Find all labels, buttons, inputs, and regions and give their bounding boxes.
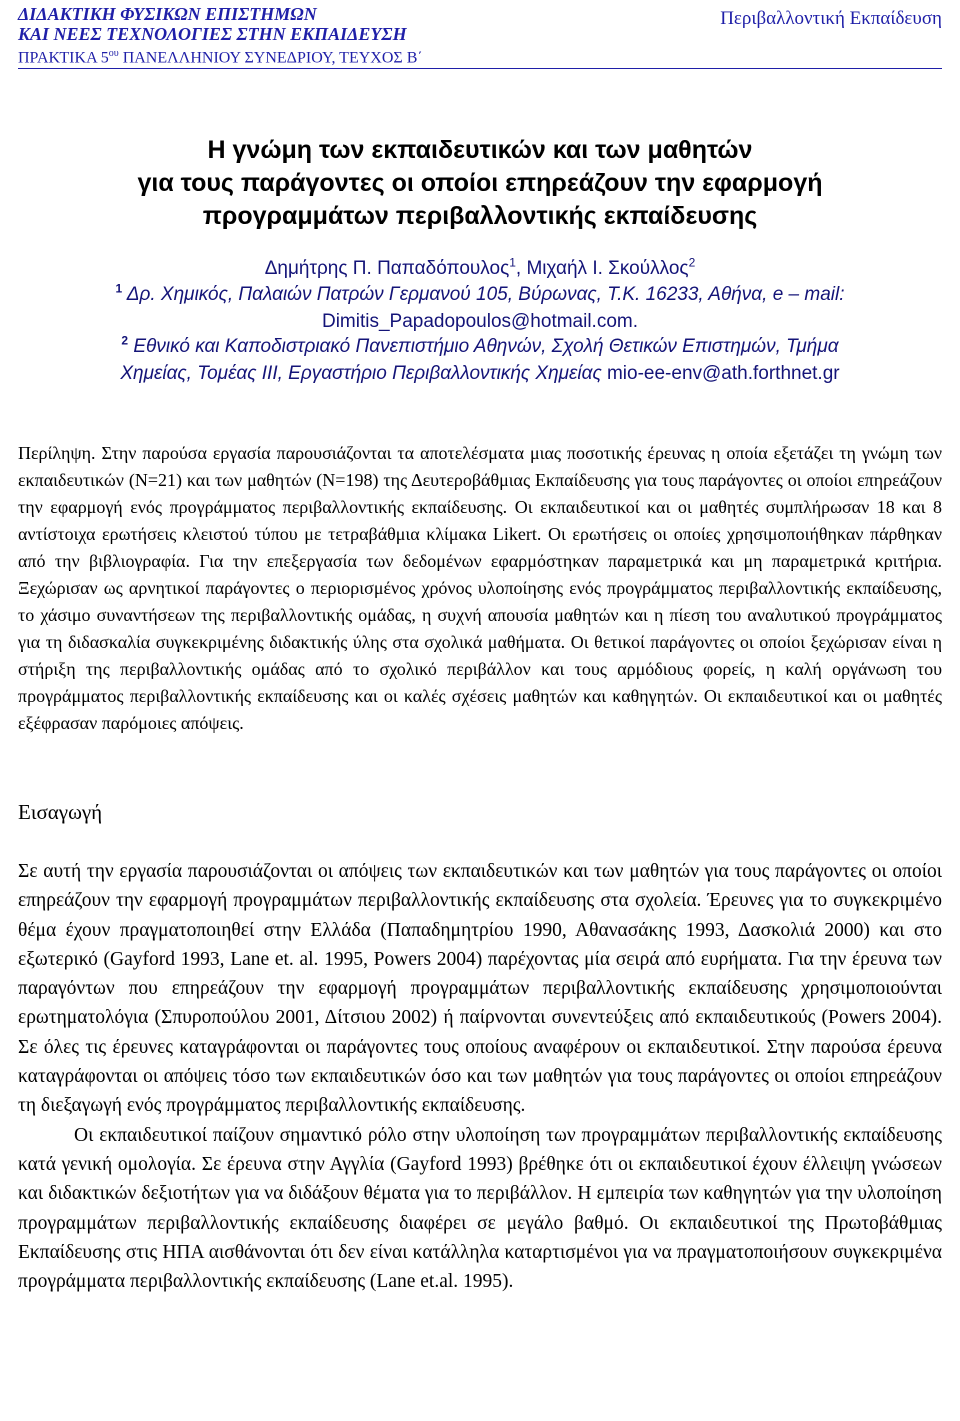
header-line-1: ΔΙΔΑΚΤΙΚΗ ΦΥΣΙΚΩΝ ΕΠΙΣΤΗΜΩΝ [18, 4, 317, 24]
running-header [18, 4, 942, 68]
author-1: Δημήτρης Π. Παπαδόπουλος [264, 258, 510, 279]
affiliation-2-email: mio-ee-env@ath.forthnet.gr [601, 363, 840, 384]
title-line-2: για τους παράγοντες οι οποίοι επηρεάζουν την εφαρμογή [137, 169, 823, 197]
introduction-body [18, 857, 942, 1296]
header-divider [18, 68, 942, 69]
paragraph: Οι εκπαιδευτικοί παίζουν σημαντικό ρόλο στην υλοποίηση των προγραμμάτων περιβαλλοντικής εκπαίδευσης κατά γενική ομολογία. Σε έρευνα στην Αγγλία (Gayford 1993) βρέθηκε ότι οι εκπαιδευτικοί έχουν έλλειψη γνώσεων και διδακτικών δεξιοτήτων για να διδάξουν θέματα για το περιβάλλον. Η εμπειρία των καθηγητών για την υλοποίηση προγραμμάτων περιβαλλοντικής εκπαίδευσης διαφέρει σε μεγάλο βαθμό. Οι εκπαιδευτικοί της Πρωτοβάθμιας Εκπαίδευσης στις ΗΠΑ αισθάνονται ότι δεν είναι κατάλληλα καταρτισμένοι για να πραγματοποιήσουν συγκεκριμένα προγράμματα περιβαλλοντικής εκπαίδευσης (Lane et.al. 1995). [18, 1124, 942, 1293]
abstract [18, 440, 942, 737]
section-heading: Εισαγωγή [18, 800, 103, 824]
proceedings-info [18, 4, 423, 68]
author-2: Μιχαήλ Ι. Σκούλλος [526, 258, 689, 279]
affiliation-1: $^1$ Δρ. Χημικός, Παλαιών Πατρών Γερμανού 105, Βύρωνας, Τ.Κ. 16233, Αθήνα, e – mail: Dimitis_Papadopoulos@hotmail.com. [0, 281, 960, 335]
paper-title [0, 134, 960, 233]
author-2-mark: 2 [688, 255, 696, 270]
authors-line: Δημήτρης Π. Παπαδόπουλος$^1$, Μιχαήλ Ι. Σκούλλος$^2$ [264, 255, 696, 279]
affiliation-2: $^2$ Εθνικό και Καποδιστριακό Πανεπιστήμιο Αθηνών, Σχολή Θετικών Επιστημών, Τμήμα Χημείας, Τομέας ΙΙΙ, Εργαστήριο Περιβαλλοντικής Χημείας mio-ee-env@ath.forthnet.gr [120, 333, 840, 384]
abstract-text: Στην παρούσα εργασία παρουσιάζονται τα αποτελέσματα μιας ποσοτικής έρευνας η οποία εξετάζει τη γνώμη των εκπαιδευτικών (Ν=21) και των μαθητών (Ν=198) της Δευτεροβάθμιας Εκπαίδευσης για τους παράγοντες οι οποίοι επηρεάζουν την εφαρμογή ενός προγράμματος περιβαλλοντικής εκπαίδευσης. Οι εκπαιδευτικοί και οι μαθητές συμπλήρωσαν 18 και 8 αντίστοιχα ερωτήσεις κλειστού τύπου με τετραβάθμια κλίμακα Likert. Οι ερωτήσεις οι οποίες χρησιμοποιήθηκαν πάρθηκαν από την βιβλιογραφία. Για την επεξεργασία των δεδομένων εφαρμόστηκαν παραμετρικά και μη παραμετρικά κριτήρια. Ξεχώρισαν ως αρνητικοί παράγοντες ο περιορισμένος χρόνος υλοποίησης ενός προγράμματος περιβαλλοντικής εκπαίδευσης, το χάσιμο συναντήσεων της περιβαλλοντικής ομάδας, η συχνή απουσία μαθητών και η πίεση του αναλυτικού προγράμματος για τη διδασκαλία συγκεκριμένης διδακτικής ύλης στα σχολικά μαθήματα. Οι θετικοί παράγοντες οι οποίοι ξεχώρισαν είναι η στήριξη της περιβαλλοντικής ομάδας από το σχολικό περιβάλλον και τους αρμόδιους φορείς, η καλή οργάνωση του προγράμματος περιβαλλοντικής εκπαίδευσης και οι καλές σχέσεις μαθητών και καθηγητών. Οι εκπαιδευτικοί και οι μαθητές εξέφρασαν παρόμοιες απόψεις. [18, 443, 942, 733]
header-section-name: Περιβαλλοντική Εκπαίδευση [720, 8, 942, 29]
header-line-2: ΚΑΙ ΝΕΕΣ ΤΕΧΝΟΛΟΓΙΕΣ ΣΤΗΝ ΕΚΠΑΙΔΕΥΣΗ [18, 24, 407, 44]
affiliation-1-email: Dimitis_Papadopoulos@hotmail.com. [321, 311, 639, 332]
title-line-3: προγραμμάτων περιβαλλοντικής εκπαίδευσης [202, 202, 758, 230]
paragraph: Σε αυτή την εργασία παρουσιάζονται οι απόψεις των εκπαιδευτικών και των μαθητών για τους παράγοντες οι οποίοι επηρεάζουν την εφαρμογή προγραμμάτων περιβαλλοντικής εκπαίδευσης στα σχολεία. Έρευνες για το συγκεκριμένο θέμα έχουν πραγματοποιηθεί στην Ελλάδα (Παπαδημητρίου 1990, Αθανασάκης 1993, Δασκολιά 2000) και στο εξωτερικό (Gayford 1993, Lane et. al. 1995, Powers 2004) παρέχοντας μία σειρά από ευρήματα. Για την έρευνα των παραγόντων που επηρεάζουν την εφαρμογή προγραμμάτων περιβαλλοντικής εκπαίδευσης χρησιμοποιούνται ερωτηματολόγια (Σπυροπούλου 2001, Δίτσιου 2002) ή παίρνονται συνεντεύξεις από εκπαιδευτικούς (Powers 2004). Σε όλες τις έρευνες καταγράφονται οι παράγοντες τους οποίους αναφέρουν οι εκπαιδευτικοί. Στην παρούσα έρευνα καταγράφονται οι απόψεις τόσο των εκπαιδευτικών όσο και των μαθητών για τους παράγοντες οι οποίοι επηρεάζουν τη διεξαγωγή ενός προγράμματος περιβαλλοντικής εκπαίδευσης. [18, 861, 942, 1117]
abstract-label: Περίληψη. [18, 443, 96, 463]
title-line-1: Η γνώμη των εκπαιδευτικών και των μαθητών [207, 136, 753, 164]
author-1-mark: 1 [509, 255, 516, 270]
header-line-3: ΠΡΑΚΤΙΚΑ $5^{o\upsilon}$ ΠΑΝΕΛΛΗΝΙΟΥ ΣΥΝΕΔΡΙΟΥ, ΤΕΥΧΟΣ Β΄ [18, 48, 423, 67]
